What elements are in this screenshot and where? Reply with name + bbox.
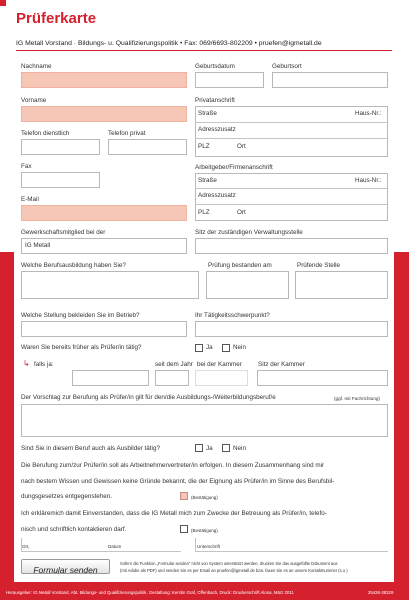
priv-strasse-line[interactable] [195,122,388,123]
sig-unterschrift-line[interactable] [195,551,388,552]
org-line: IG Metall Vorstand · Bildungs- u. Qualifizierungspolitik • Fax: 069/6693-802209 • pruefen@igmetall.de [16,40,322,47]
taetigkeit-label: Ihr Tätigkeitsschwerpunkt? [195,312,270,319]
verwaltungsstelle-label: Sitz der zuständigen Verwaltungsstelle [195,229,303,236]
trainer-nein-checkbox[interactable] [222,444,230,452]
consent-1-bestaetigung: (Bestätigung) [191,495,218,500]
privatanschrift-label: Privatanschrift [195,97,235,104]
sitz-kammer-label: Sitz der Kammer [258,361,305,368]
stellung-label: Welche Stellung bekleiden Sie im Betrieb? [21,312,140,319]
ag-adresszusatz-line[interactable] [195,204,388,205]
consent-line-1: Die Berufung zum/zur Prüfer/in soll als Arbeitnehmervertreter/in erfolgen. In diesem Zusammenhang sind mir [21,462,325,469]
email-label: E-Mail [21,196,39,203]
berufsausbildung-label: Welche Berufsausbildung haben Sie? [21,262,126,269]
vorname-label: Vorname [21,97,47,104]
telefon-dienstlich-label: Telefon dienstlich [21,130,70,137]
falls-ja-label: falls ja: [34,361,54,368]
prior-nein-label: Nein [233,344,246,351]
telefon-privat-field[interactable] [108,139,187,155]
ag-hausnr-label: Haus-Nr.: [355,177,382,184]
seit-jahr-field[interactable] [155,370,189,386]
berufsausbildung-field[interactable] [21,271,199,299]
fax-field[interactable] [21,172,100,188]
trainer-nein-label: Nein [233,445,246,452]
priv-strasse-label: Straße [198,110,217,117]
submit-note-line-2: (mit Adobe als PDF) und senden Sie es per Email an pruefen@igmetall.de bzw. faxen Sie es an unsere Kontaktnummer (s.o.) [120,568,348,573]
falls-ja-arrow-icon: ↳ [23,359,30,368]
priv-plz-label: PLZ [198,143,210,150]
consent-1-checkbox[interactable] [180,492,188,500]
sig-datum-label: Datum [108,544,122,549]
mitglied-label: Gewerkschaftsmitglied bei der [21,229,106,236]
ag-strasse-label: Straße [198,177,217,184]
sig-ort-label: Ort, [22,544,30,549]
trainer-ja-checkbox[interactable] [195,444,203,452]
page-title: Prüferkarte [16,10,97,27]
proposal-label: Der Vorschlag zur Berufung als Prüfer/in gilt für den/die Ausbildungs-/Weiterbildungsberuf/e [21,394,276,401]
prior-nein-checkbox[interactable] [222,344,230,352]
geburtsort-label: Geburtsort [272,63,302,70]
falls-ja-field[interactable] [72,370,149,386]
proposal-hint: (ggf. mit Fachrichtung) [334,396,380,401]
sitz-kammer-field[interactable] [257,370,388,386]
ag-ort-label: Ort [237,209,246,216]
submit-note-line-1: Sofern die Funktion „Formular senden“ nicht von System unterstützt werden, drucken Sie das ausgefüllte Dokument aus [120,561,338,566]
submit-button-label: Formular senden [33,565,98,575]
consent-line-4: Ich erkläremich damit Einverstanden, dass die IG Metall mich zum Zwecke der Betreuung als Prüfer/in, telefo- [21,510,327,517]
sig-unterschrift-label: Unterschrift [197,544,221,549]
consent-2-checkbox[interactable] [180,525,188,533]
sig-ort-datum-line[interactable] [21,551,181,552]
ag-adresszusatz-label: Adresszusatz [198,192,236,199]
consent-2-bestaetigung: (Bestätigung) [191,528,218,533]
ag-strasse-line[interactable] [195,188,388,189]
header-rule [16,50,392,51]
bei-kammer-field[interactable] [195,370,248,386]
footer-code: 25426-38329 [368,590,394,595]
proposal-field[interactable] [21,404,388,437]
sig-right-tick [195,538,196,551]
red-top-left-corner [0,0,6,6]
submit-button[interactable] [21,559,110,574]
geburtsort-field[interactable] [272,72,388,88]
priv-hausnr-label: Haus-Nr.: [355,110,382,117]
seit-jahr-label: seit dem Jahr [155,361,193,368]
priv-adresszusatz-line[interactable] [195,138,388,139]
telefon-privat-label: Telefon privat [108,130,146,137]
consent-line-3: dungsgesetzes entgegenstehen. [21,493,113,500]
priv-ort-label: Ort [237,143,246,150]
footer-text: Herausgeber: IG Metall Vorstand, Abt. Bildungs- und Qualifizierungspolitik, Gestaltung: Kerstin Graf, Offenbach, Druck: Druckerschrift Alona, März 2011 [6,590,294,595]
pruefung-field[interactable] [206,271,289,299]
trainer-ja-label: Ja [206,445,213,452]
prior-question: Waren Sie bereits früher als Prüfer/in tätig? [21,344,142,351]
vorname-field[interactable] [21,106,187,122]
arbeitgeber-label: Arbeitgeber/Firmenanschrift [195,164,273,171]
verwaltungsstelle-field[interactable] [195,238,388,254]
consent-line-2: nach bestem Wissen und Gewissen keine Gründe bekannt, die der Eignung als Prüfer/in im Sinne des Berufsbil- [21,478,335,485]
mitglied-value: IG Metall [25,242,51,249]
stellung-field[interactable] [21,321,187,337]
nachname-field[interactable] [21,72,187,88]
taetigkeit-field[interactable] [195,321,388,337]
trainer-question: Sind Sie in diesem Beruf auch als Ausbilder tätig? [21,445,160,452]
bei-kammer-label: bei der Kammer [197,361,242,368]
email-field[interactable] [21,205,187,221]
pruefende-stelle-label: Prüfende Stelle [297,262,341,269]
prior-ja-checkbox[interactable] [195,344,203,352]
nachname-label: Nachname [21,63,52,70]
pruefende-stelle-field[interactable] [295,271,388,299]
ag-plz-label: PLZ [198,209,210,216]
fax-label: Fax [21,163,32,170]
geburtsdatum-label: Geburtsdatum [195,63,235,70]
priv-adresszusatz-label: Adresszusatz [198,126,236,133]
prior-ja-label: Ja [206,344,213,351]
consent-line-5: nisch und schriftlich kontaktieren darf. [21,526,127,533]
geburtsdatum-field[interactable] [195,72,264,88]
pruefung-label: Prüfung bestanden am [208,262,272,269]
telefon-dienstlich-field[interactable] [21,139,100,155]
